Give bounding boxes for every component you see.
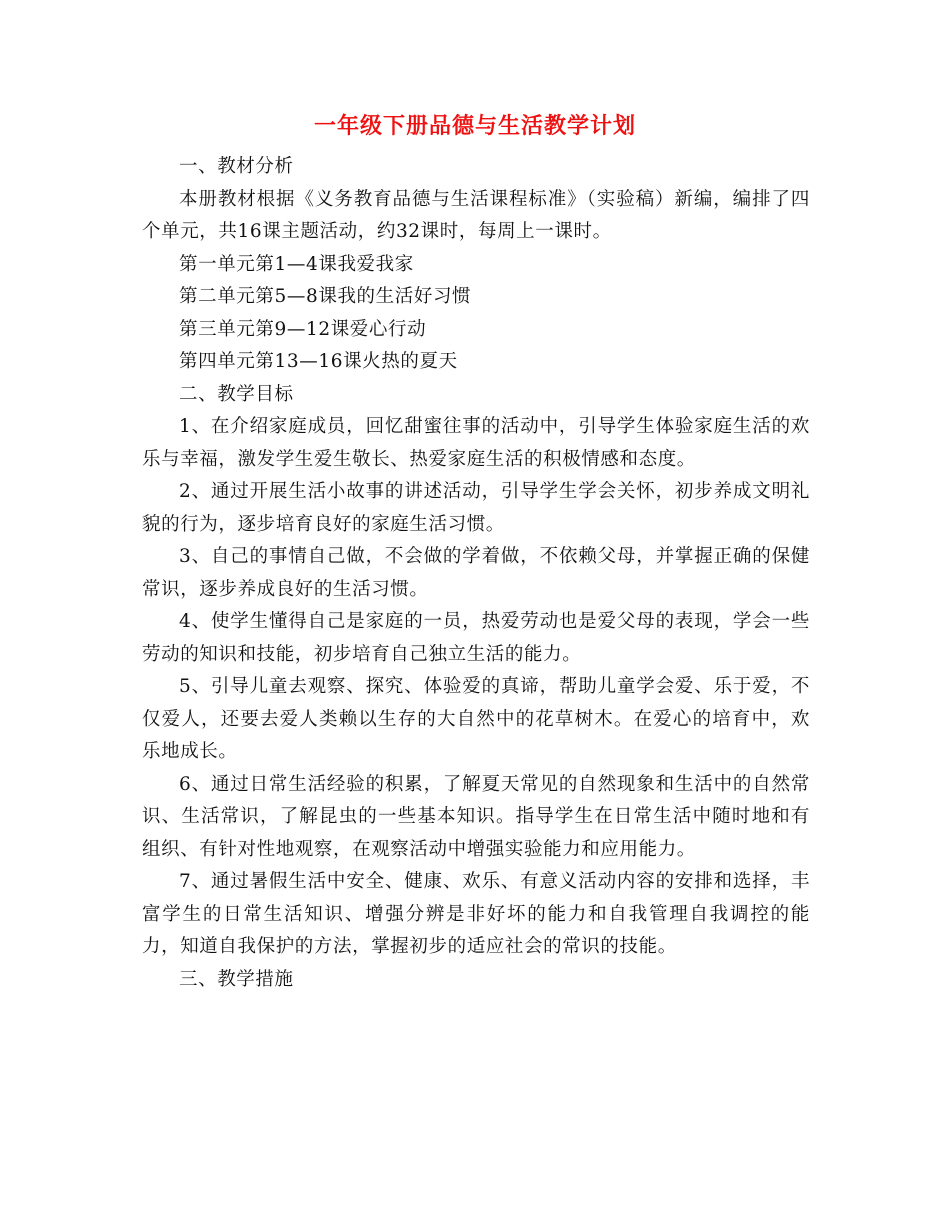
unit-line-4: 第四单元第13—16课火热的夏天	[179, 351, 458, 372]
document-title: 一年级下册品德与生活教学计划	[313, 113, 636, 139]
goal-paragraph-6: 6、通过日常生活经验的积累，了解夏天常见的自然现象和生活中的自然常识、生活常识，了解昆虫的一些基本知识。指导学生在日常生活中随时地和有组织、有针对性地观察，在观察活动中增强实验能力和应用能力。	[142, 773, 810, 860]
unit-line-2: 第二单元第5—8课我的生活好习惯	[179, 286, 472, 307]
goal-paragraph-5: 5、引导儿童去观察、探究、体验爱的真谛，帮助儿童学会爱、乐于爱，不仅爱人，还要去爱人类赖以生存的大自然中的花草树木。在爱心的培育中，欢乐地成长。	[142, 676, 810, 762]
document-body	[142, 151, 810, 996]
paragraph-textbook-intro: 本册教材根据《义务教育品德与生活课程标准》（实验稿）新编，编排了四个单元，共16课主题活动，约32课时，每周上一课时。	[142, 188, 810, 242]
goal-paragraph-4: 4、使学生懂得自己是家庭的一员，热爱劳动也是爱父母的表现，学会一些劳动的知识和技能，初步培育自己独立生活的能力。	[142, 611, 810, 665]
unit-line-3: 第三单元第9—12课爱心行动	[179, 318, 427, 340]
goal-paragraph-1: 1、在介绍家庭成员，回忆甜蜜往事的活动中，引导学生体验家庭生活的欢乐与幸福，激发学生爱生敬长、热爱家庭生活的积极情感和态度。	[142, 416, 810, 470]
goal-paragraph-7: 7、通过暑假生活中安全、健康、欢乐、有意义活动内容的安排和选择，丰富学生的日常生活知识、增强分辨是非好坏的能力和自我管理自我调控的能力，知道自我保护的方法，掌握初步的适应社会的常识的技能。	[142, 871, 810, 957]
section-heading-textbook-analysis: 一、教材分析	[179, 156, 294, 177]
section-heading-teaching-goals: 二、教学目标	[179, 383, 294, 405]
goal-paragraph-2: 2、通过开展生活小故事的讲述活动，引导学生学会关怀，初步养成文明礼貌的行为，逐步培育良好的家庭生活习惯。	[142, 481, 810, 535]
goal-paragraph-3: 3、自己的事情自己做，不会做的学着做，不依赖父母，并掌握正确的保健常识，逐步养成良好的生活习惯。	[142, 546, 810, 600]
section-heading-teaching-measures: 三、教学措施	[179, 968, 294, 990]
unit-line-1: 第一单元第1—4课我爱我家	[179, 253, 414, 275]
